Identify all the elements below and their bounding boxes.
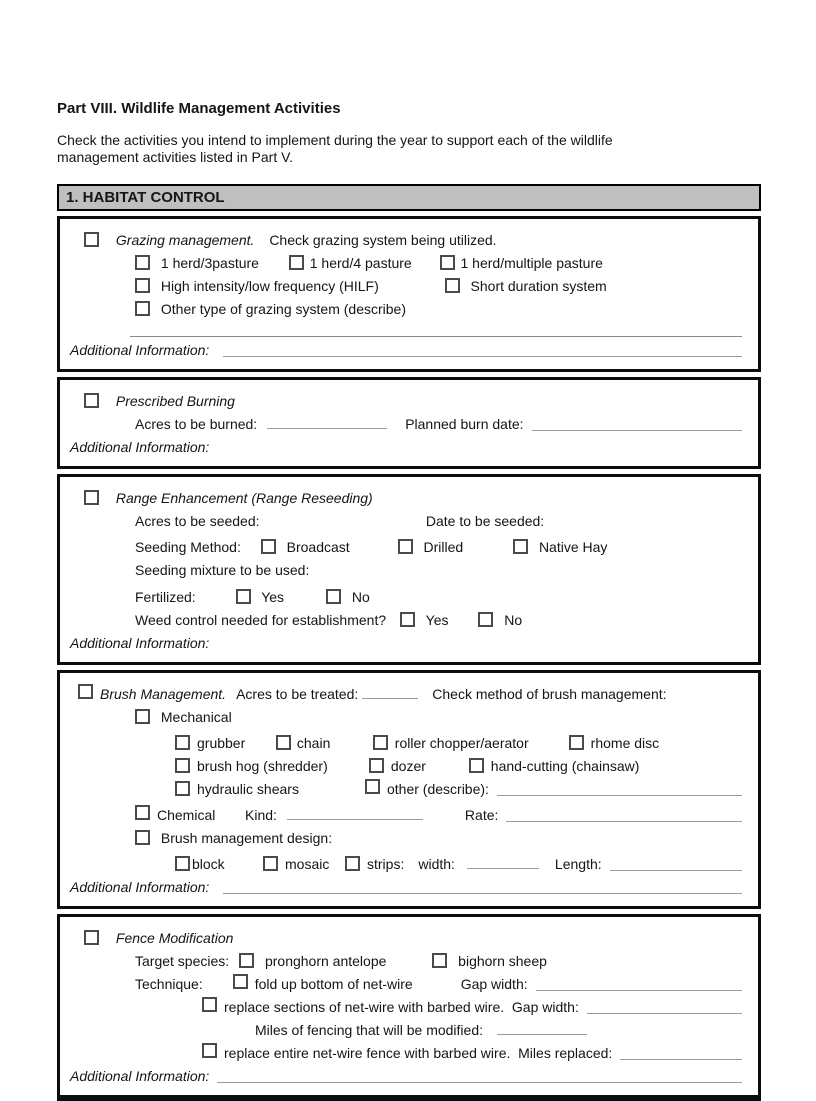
weed-yes-checkbox[interactable] bbox=[400, 612, 415, 627]
chain-label: chain bbox=[296, 735, 331, 752]
brush-management-section bbox=[57, 670, 761, 909]
miles-replaced-field[interactable] bbox=[620, 1056, 742, 1060]
fence-modification-section bbox=[57, 914, 761, 1101]
prescribed-burning-checkbox[interactable] bbox=[84, 393, 99, 408]
range-dates-row bbox=[135, 511, 746, 531]
grazing-additional-info-row bbox=[70, 340, 746, 360]
miles-modified-field[interactable] bbox=[497, 1024, 587, 1035]
design-options-row bbox=[175, 854, 746, 874]
mechanical-checkbox[interactable] bbox=[135, 709, 150, 724]
hand-cutting-label: hand-cutting (chainsaw) bbox=[490, 758, 640, 775]
herd-multiple-pasture-checkbox[interactable] bbox=[440, 255, 455, 270]
target-species-label: Target species: bbox=[135, 953, 230, 970]
mosaic-label: mosaic bbox=[285, 856, 330, 873]
brush-management-checkbox[interactable] bbox=[78, 684, 93, 699]
planned-burn-date-label: Planned burn date: bbox=[405, 416, 524, 433]
weed-control-label: Weed control needed for establishment? bbox=[135, 612, 387, 629]
rate-label: Rate: bbox=[464, 807, 499, 824]
native-hay-checkbox[interactable] bbox=[513, 539, 528, 554]
grazing-options-row-3 bbox=[135, 299, 746, 319]
grazing-management-section bbox=[57, 216, 761, 372]
grubber-label: grubber bbox=[197, 735, 246, 752]
hydraulic-shears-checkbox[interactable] bbox=[175, 781, 190, 796]
brush-design-label: Brush management design: bbox=[160, 830, 333, 847]
replace-sections-row bbox=[202, 997, 746, 1017]
additional-info-label: Additional Information: bbox=[70, 635, 210, 652]
grazing-instruction-label: Check grazing system being utilized. bbox=[269, 232, 497, 249]
grazing-management-checkbox[interactable] bbox=[84, 232, 99, 247]
strips-label: strips: bbox=[367, 856, 405, 873]
fold-up-checkbox[interactable] bbox=[233, 974, 248, 989]
drilled-checkbox[interactable] bbox=[398, 539, 413, 554]
weed-yes-label: Yes bbox=[425, 612, 449, 629]
prescribed-burning-section bbox=[57, 377, 761, 469]
broadcast-label: Broadcast bbox=[286, 539, 350, 556]
range-name-label: Range Enhancement (Range Reseeding) bbox=[115, 490, 373, 507]
hand-cutting-checkbox[interactable] bbox=[469, 758, 484, 773]
gap-width-label-1: Gap width: bbox=[460, 976, 528, 993]
strips-length-field[interactable] bbox=[610, 867, 742, 871]
seeding-mixture-label: Seeding mixture to be used: bbox=[135, 562, 310, 579]
range-enhancement-checkbox[interactable] bbox=[84, 490, 99, 505]
other-brush-method-label: other (describe): bbox=[387, 781, 489, 798]
short-duration-label: Short duration system bbox=[470, 278, 607, 295]
brush-hog-label: brush hog (shredder) bbox=[197, 758, 328, 775]
fertilized-yes-checkbox[interactable] bbox=[236, 589, 251, 604]
weed-no-label: No bbox=[504, 612, 523, 629]
other-grazing-system-checkbox[interactable] bbox=[135, 301, 150, 316]
herd-4pasture-checkbox[interactable] bbox=[289, 255, 304, 270]
brush-method-label: Check method of brush management: bbox=[432, 686, 667, 703]
other-brush-method-field[interactable] bbox=[497, 792, 742, 796]
fence-additional-info-row bbox=[70, 1066, 746, 1086]
chemical-checkbox[interactable] bbox=[135, 805, 150, 820]
grazing-describe-field[interactable] bbox=[130, 335, 742, 337]
fertilized-yes-label: Yes bbox=[261, 589, 285, 606]
fold-up-label: fold up bottom of net-wire bbox=[254, 976, 413, 993]
hilf-label: High intensity/low frequency (HILF) bbox=[160, 278, 379, 295]
fertilized-row bbox=[135, 587, 746, 607]
pronghorn-checkbox[interactable] bbox=[239, 953, 254, 968]
mechanical-options-row-1 bbox=[175, 733, 746, 753]
herd-3pasture-label: 1 herd/3pasture bbox=[160, 255, 259, 272]
chemical-row bbox=[135, 805, 746, 825]
fence-name-label: Fence Modification bbox=[115, 930, 234, 947]
burning-name-label: Prescribed Burning bbox=[115, 393, 235, 410]
additional-info-label: Additional Information: bbox=[70, 1068, 210, 1085]
drilled-label: Drilled bbox=[423, 539, 464, 556]
miles-modified-row bbox=[255, 1020, 746, 1040]
acres-seeded-label: Acres to be seeded: bbox=[135, 513, 260, 530]
range-additional-info-row bbox=[70, 633, 746, 653]
chain-checkbox[interactable] bbox=[276, 735, 291, 750]
fertilized-no-label: No bbox=[351, 589, 370, 606]
replace-entire-label: replace entire net-wire fence with barbed wire. Miles replaced: bbox=[224, 1045, 613, 1062]
strips-checkbox[interactable] bbox=[345, 856, 360, 871]
brush-name-label: Brush Management. bbox=[100, 686, 227, 703]
broadcast-checkbox[interactable] bbox=[261, 539, 276, 554]
hilf-checkbox[interactable] bbox=[135, 278, 150, 293]
pronghorn-label: pronghorn antelope bbox=[264, 953, 387, 970]
grazing-additional-info-field[interactable] bbox=[223, 353, 742, 357]
strips-length-label: Length: bbox=[554, 856, 602, 873]
replace-sections-label: replace sections of net-wire with barbed wire. Gap width: bbox=[224, 999, 579, 1016]
dozer-checkbox[interactable] bbox=[369, 758, 384, 773]
mechanical-options-row-3 bbox=[175, 779, 746, 799]
planned-burn-date-field[interactable] bbox=[532, 427, 742, 431]
section-header-habitat-control: 1. HABITAT CONTROL bbox=[57, 184, 761, 211]
gap-width-field-2[interactable] bbox=[587, 1010, 742, 1014]
weed-no-checkbox[interactable] bbox=[478, 612, 493, 627]
gap-width-field-1[interactable] bbox=[536, 987, 742, 991]
fence-modification-checkbox[interactable] bbox=[84, 930, 99, 945]
replace-entire-row bbox=[202, 1043, 746, 1063]
fertilized-no-checkbox[interactable] bbox=[326, 589, 341, 604]
replace-sections-checkbox[interactable] bbox=[202, 997, 217, 1012]
burning-additional-info-row bbox=[70, 437, 746, 457]
grazing-title-row bbox=[84, 230, 746, 250]
short-duration-checkbox[interactable] bbox=[445, 278, 460, 293]
grubber-checkbox[interactable] bbox=[175, 735, 190, 750]
mechanical-label: Mechanical bbox=[160, 709, 232, 726]
brush-title-row bbox=[78, 684, 746, 704]
weed-control-row bbox=[135, 610, 746, 630]
page-title: Part VIII. Wildlife Management Activities bbox=[57, 100, 341, 117]
brush-additional-info-row bbox=[70, 877, 746, 897]
native-hay-label: Native Hay bbox=[538, 539, 608, 556]
chemical-label: Chemical bbox=[157, 807, 216, 824]
seeding-mixture-row bbox=[135, 560, 746, 580]
strips-width-field[interactable] bbox=[467, 858, 539, 869]
acres-treated-field[interactable] bbox=[362, 688, 418, 699]
dozer-label: dozer bbox=[390, 758, 426, 775]
additional-info-label: Additional Information: bbox=[70, 439, 210, 456]
hydraulic-shears-label: hydraulic shears bbox=[197, 781, 299, 798]
technique-row bbox=[135, 974, 746, 994]
mechanical-row bbox=[135, 707, 746, 727]
form-page bbox=[57, 100, 761, 1101]
chemical-rate-field[interactable] bbox=[506, 818, 742, 822]
fertilized-label: Fertilized: bbox=[135, 589, 196, 606]
block-label: block bbox=[192, 856, 225, 873]
mechanical-options-row-2 bbox=[175, 756, 746, 776]
rhome-disc-checkbox[interactable] bbox=[569, 735, 584, 750]
target-species-row bbox=[135, 951, 746, 971]
miles-modified-label: Miles of fencing that will be modified: bbox=[255, 1022, 483, 1039]
brush-design-checkbox[interactable] bbox=[135, 830, 150, 845]
seeding-method-label: Seeding Method: bbox=[135, 539, 241, 556]
fence-title-row bbox=[84, 928, 746, 948]
additional-info-label: Additional Information: bbox=[70, 879, 210, 896]
strips-width-label: width: bbox=[418, 856, 455, 873]
other-grazing-system-label: Other type of grazing system (describe) bbox=[160, 301, 406, 318]
fence-additional-info-field[interactable] bbox=[217, 1079, 742, 1083]
chemical-kind-field[interactable] bbox=[287, 809, 423, 820]
grazing-options-row-1 bbox=[135, 253, 746, 273]
grazing-options-row-2 bbox=[135, 276, 746, 296]
roller-chopper-label: roller chopper/aerator bbox=[394, 735, 529, 752]
roller-chopper-checkbox[interactable] bbox=[373, 735, 388, 750]
acres-burned-field[interactable] bbox=[267, 418, 387, 429]
kind-label: Kind: bbox=[245, 807, 277, 824]
acres-treated-label: Acres to be treated: bbox=[236, 686, 359, 703]
intro-text: Check the activities you intend to implement during the year to support each of the wildlife management activities listed in Part V. bbox=[57, 132, 613, 165]
block-checkbox[interactable] bbox=[175, 856, 190, 871]
grazing-name-label: Grazing management. bbox=[115, 232, 255, 249]
range-title-row bbox=[84, 488, 746, 508]
brush-design-row bbox=[135, 828, 746, 848]
other-brush-method-checkbox[interactable] bbox=[365, 779, 380, 794]
bighorn-label: bighorn sheep bbox=[458, 953, 547, 970]
brush-additional-info-field[interactable] bbox=[223, 890, 742, 894]
herd-4pasture-label: 1 herd/4 pasture bbox=[309, 255, 412, 272]
range-enhancement-section bbox=[57, 474, 761, 665]
acres-burned-label: Acres to be burned: bbox=[135, 416, 258, 433]
brush-hog-checkbox[interactable] bbox=[175, 758, 190, 773]
rhome-disc-label: rhome disc bbox=[590, 735, 660, 752]
seeding-method-row bbox=[135, 537, 746, 557]
herd-multiple-pasture-label: 1 herd/multiple pasture bbox=[460, 255, 603, 272]
herd-3pasture-checkbox[interactable] bbox=[135, 255, 150, 270]
burning-title-row bbox=[84, 391, 746, 411]
mosaic-checkbox[interactable] bbox=[263, 856, 278, 871]
date-seeded-label: Date to be seeded: bbox=[425, 513, 545, 530]
bighorn-checkbox[interactable] bbox=[432, 953, 447, 968]
technique-label: Technique: bbox=[135, 976, 203, 993]
additional-info-label: Additional Information: bbox=[70, 342, 210, 359]
burning-fields-row bbox=[135, 414, 746, 434]
